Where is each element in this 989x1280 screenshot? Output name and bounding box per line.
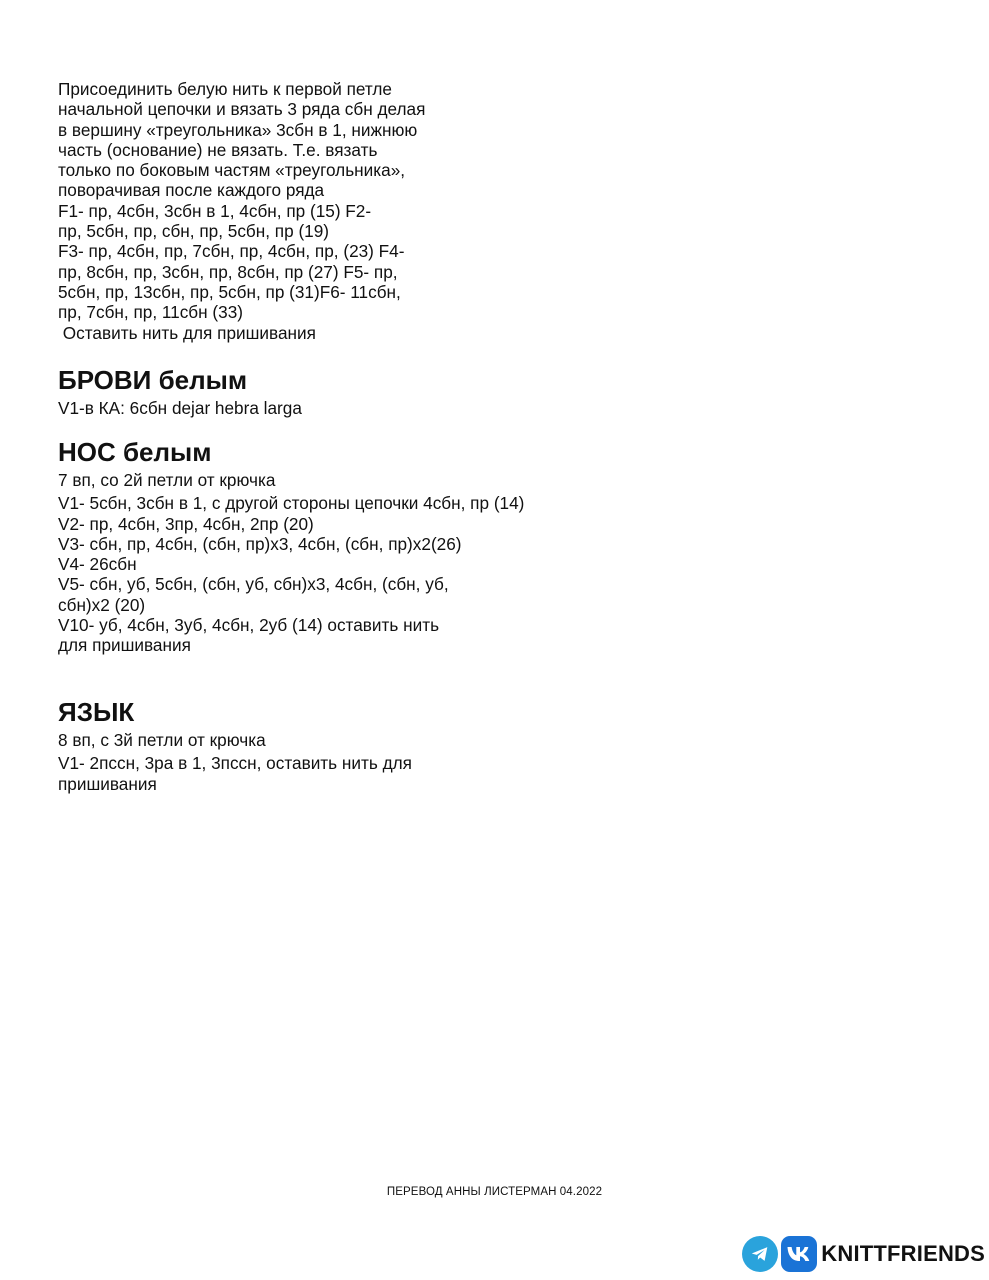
intro-line: Присоединить белую нить к первой петле [58,79,392,99]
row-line: пр, 7сбн, пр, 11сбн (33) [58,302,243,323]
nose-row: V1- 5сбн, 3сбн в 1, с другой стороны цепочки 4сбн, пр (14) [58,493,525,514]
row-line: Оставить нить для пришивания [58,322,316,343]
telegram-icon [742,1236,778,1272]
nose-row: V2- пр, 4сбн, 3пр, 4сбн, 2пр (20) [58,513,314,534]
tongue-section [58,730,412,794]
row-line: пр, 5сбн, пр, сбн, пр, 5сбн, пр (19) [58,221,330,242]
intro-line: только по боковым частям «треугольника», [58,160,406,181]
vk-icon [781,1236,817,1272]
nose-row: сбн)х2 (20) [58,594,146,615]
intro-line: в вершину «треугольника» 3сбн в 1, нижнюю [58,119,418,140]
intro-rows [58,201,443,343]
brand-logo [742,1236,985,1272]
tongue-heading: ЯЗЫК [58,697,135,727]
tongue-row: пришивания [58,773,157,794]
brand-name: KNITTFRIENDS [821,1241,985,1266]
nose-chain: 7 вп, со 2й петли от крючка [58,470,276,490]
eyebrows-line: V1-в КА: 6сбн dejar hebra larga [58,398,302,418]
row-line: F3- пр, 4сбн, пр, 7сбн, пр, 4сбн, пр, (23) F4- [58,241,405,262]
nose-section [58,470,524,656]
nose-heading: НОС белым [58,437,212,467]
nose-row: V5- сбн, уб, 5сбн, (сбн, уб, сбн)х3, 4сбн, (сбн, уб, [58,574,449,595]
intro-paragraph [58,79,443,201]
tongue-chain: 8 вп, с 3й петли от крючка [58,730,266,750]
intro-section [58,79,443,343]
tongue-row: V1- 2пссн, 3ра в 1, 3пссн, оставить нить для [58,753,412,774]
translation-credit: ПЕРЕВОД АННЫ ЛИСТЕРМАН 04.2022 [386,1186,603,1198]
nose-row: V4- 26сбн [58,554,137,575]
intro-line: начальной цепочки и вязать 3 ряда сбн делая [58,99,426,120]
row-line: F1- пр, 4сбн, 3сбн в 1, 4сбн, пр (15) F2- [58,200,372,221]
nose-row: V3- сбн, пр, 4сбн, (сбн, пр)х3, 4сбн, (сбн, пр)х2(26) [58,533,462,554]
nose-row: для пришивания [58,635,191,656]
nose-row: V10- уб, 4сбн, 3уб, 4сбн, 2уб (14) оставить нить [58,615,440,636]
row-line: 5сбн, пр, 13сбн, пр, 5сбн, пр (31)F6- 11сбн, [58,281,401,302]
intro-line: часть (основание) не вязать. Т.е. вязать [58,139,378,160]
eyebrows-heading: БРОВИ белым [58,365,248,395]
intro-line: поворачивая после каждого ряда [58,180,325,201]
eyebrows-section [58,398,302,418]
row-line: пр, 8сбн, пр, 3сбн, пр, 8сбн, пр (27) F5- пр, [58,261,398,282]
